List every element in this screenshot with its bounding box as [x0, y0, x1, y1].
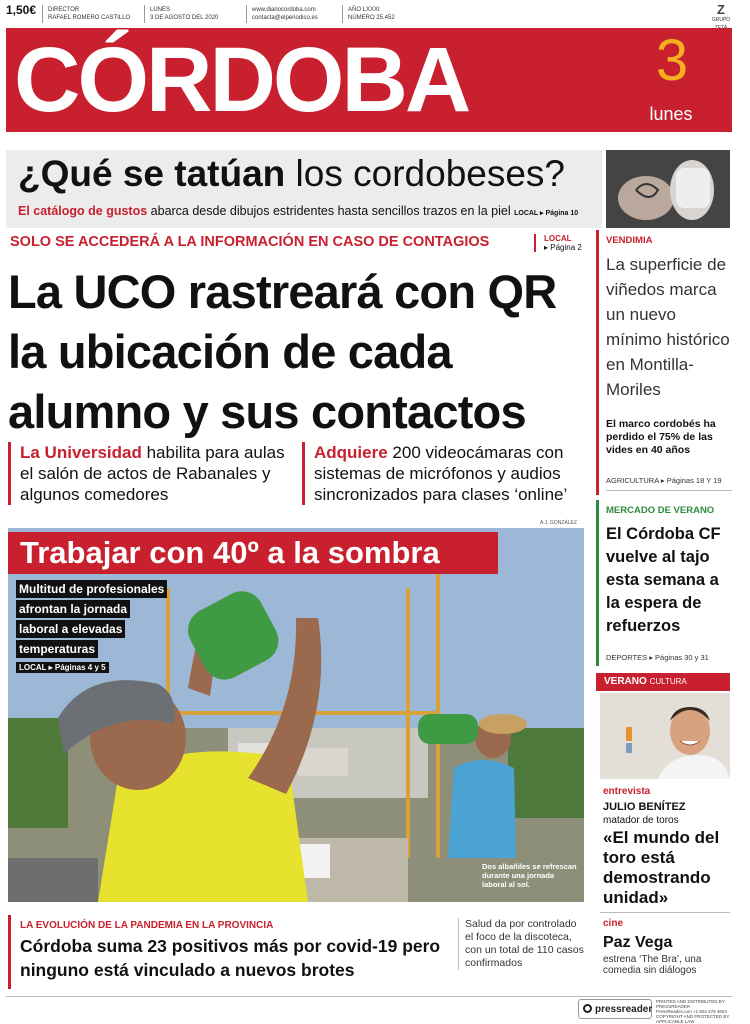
tattoo-page-ref: LOCAL ▸ Página 10	[514, 210, 579, 217]
footer-divider	[6, 996, 732, 997]
photo-headline[interactable]: Trabajar con 40º a la sombra	[20, 535, 440, 570]
tattoo-headline[interactable]	[18, 152, 565, 196]
tattoo-sub-text: abarca desde dibujos estridentes hasta sencillos trazos en la piel	[147, 204, 511, 218]
sub2-text: 200 videocámaras con sistemas de micrófonos y audios sincronizados para clases ‘online’	[314, 443, 568, 504]
tattoo-photo-illustration	[606, 150, 730, 228]
mercado-page-ref: DEPORTES ▸ Páginas 30 y 31	[606, 653, 709, 662]
photo-subhead-line: afrontan la jornada	[16, 600, 130, 618]
date: 3 DE AGOSTO DEL 2020	[150, 15, 219, 21]
photo-page-ref: LOCAL ▸ Páginas 4 y 5	[16, 662, 109, 673]
cine-tag: cine	[603, 918, 624, 929]
cultura-label: CULTURA	[649, 677, 687, 686]
bottom-accent-bar	[8, 915, 11, 989]
top-info-strip	[6, 4, 744, 26]
bottom-side-note: Salud da por controlado el foco de la discoteca, con un total de 110 casos confirmados	[458, 918, 584, 970]
sub1-text: habilita para aulas el salón de actos de Rabanales y algunos comedores	[20, 443, 285, 504]
main-section-ref[interactable]	[534, 234, 582, 252]
photo-subhead-line: laboral a elevadas	[16, 620, 125, 638]
group-name: GRUPO	[711, 17, 731, 23]
sub1-red: La Universidad	[20, 443, 142, 462]
photo-subhead-line: temperaturas	[16, 640, 98, 658]
verano-label: VERANO	[604, 676, 647, 687]
mercado-accent-bar	[596, 500, 599, 666]
julio-benitez-photo	[600, 693, 730, 779]
pressreader-info	[656, 999, 734, 1024]
sub2-red: Adquiere	[314, 443, 388, 462]
divider	[42, 5, 43, 23]
local-tag-page: ▸ Página 2	[544, 243, 582, 252]
vendimia-note: El marco cordobés ha perdido el 75% de las vides en 40 años	[606, 418, 716, 456]
divider	[342, 5, 343, 23]
newspaper-title[interactable]: CÓRDOBA	[14, 29, 469, 131]
tattoo-headline-bold: ¿Qué se tatúan	[18, 153, 286, 194]
pressreader-line: PRINTED AND DISTRIBUTED BY PRESSREADER	[656, 999, 725, 1009]
contact-block	[252, 6, 318, 22]
pressreader-line: COPYRIGHT AND PROTECTED BY APPLICABLE LAW	[656, 1014, 730, 1024]
interview-quote[interactable]: «El mundo del toro está demostrando unidad»	[603, 828, 720, 907]
mercado-headline[interactable]: El Córdoba CF vuelve al tajo esta semana a la espera de refuerzos	[606, 525, 721, 635]
cine-headline[interactable]: Paz Vega	[603, 934, 673, 951]
photo-subhead-line: Multitud de profesionales	[16, 580, 167, 598]
vendimia-tag: VENDIMIA	[606, 235, 653, 246]
bottom-kicker: LA EVOLUCIÓN DE LA PANDEMIA EN LA PROVINCIA	[20, 920, 274, 931]
issue-block	[348, 6, 395, 22]
day-name: lunes	[649, 104, 693, 124]
director-block	[48, 6, 130, 22]
bottom-headline[interactable]: Córdoba suma 23 positivos más por covid-19 pero ninguno está vinculado a nuevos brotes	[20, 936, 441, 980]
day-number: 3	[655, 28, 689, 93]
local-tag-label: LOCAL	[544, 234, 572, 243]
year-label: AÑO LXXXI	[348, 7, 380, 13]
divider	[600, 912, 730, 913]
vendimia-accent-bar	[596, 230, 599, 495]
director-name: RAFAEL ROMERO CASTILLO	[48, 15, 131, 21]
photo-credit: A.J. GONZÁLEZ	[540, 520, 577, 526]
price: 1,50€	[6, 3, 37, 17]
cine-description: estrena ‘The Bra’, una comedia sin diálogos	[603, 954, 702, 976]
main-subhead-1	[8, 442, 293, 505]
date-block	[150, 6, 218, 22]
divider	[246, 5, 247, 23]
divider	[606, 490, 732, 491]
tattoo-headline-rest: los cordobeses?	[285, 153, 566, 194]
vendimia-page-ref: AGRICULTURA ▸ Páginas 18 Y 19	[606, 476, 722, 485]
pressreader-label: pressreader	[595, 1004, 653, 1015]
director-label: DIRECTOR	[48, 7, 80, 13]
photo-caption: Dos albañiles se refrescan durante una jornada laboral al sol.	[482, 862, 577, 889]
email[interactable]: contacta@elperiodico.es	[252, 15, 318, 21]
verano-cultura-banner	[596, 673, 730, 691]
tattoo-sub-red: El catálogo de gustos	[18, 204, 148, 218]
weekday: LUNES	[150, 7, 171, 13]
main-headline[interactable]: La UCO rastreará con QR la ubicación de cada alumno y sus contactos	[8, 265, 557, 438]
portrait-illustration	[600, 693, 730, 779]
tattoo-subhead	[18, 204, 578, 218]
mercado-tag: MERCADO DE VERANO	[606, 505, 715, 516]
pressreader-icon	[583, 1004, 592, 1013]
tattoo-photo	[606, 150, 730, 228]
entrevista-tag: entrevista	[603, 786, 651, 797]
group-logo-icon: Z	[717, 2, 725, 17]
website[interactable]: www.diariocordoba.com	[252, 7, 316, 13]
interviewee-name: JULIO BENÍTEZ	[603, 801, 686, 813]
main-kicker: SOLO SE ACCEDERÁ A LA INFORMACIÓN EN CASO DE CONTAGIOS	[10, 234, 490, 250]
main-subhead-2	[302, 442, 587, 505]
pressreader-logo[interactable]	[578, 999, 652, 1019]
pressreader-line: PressReader.com +1 604 278 4604	[656, 1009, 727, 1014]
divider	[144, 5, 145, 23]
interviewee-role: matador de toros	[603, 815, 679, 826]
issue-number: NÚMERO 25.452	[348, 15, 395, 21]
vendimia-headline[interactable]: La superficie de viñedos marca un nuevo mínimo histórico en Montilla-Moriles	[606, 255, 730, 399]
